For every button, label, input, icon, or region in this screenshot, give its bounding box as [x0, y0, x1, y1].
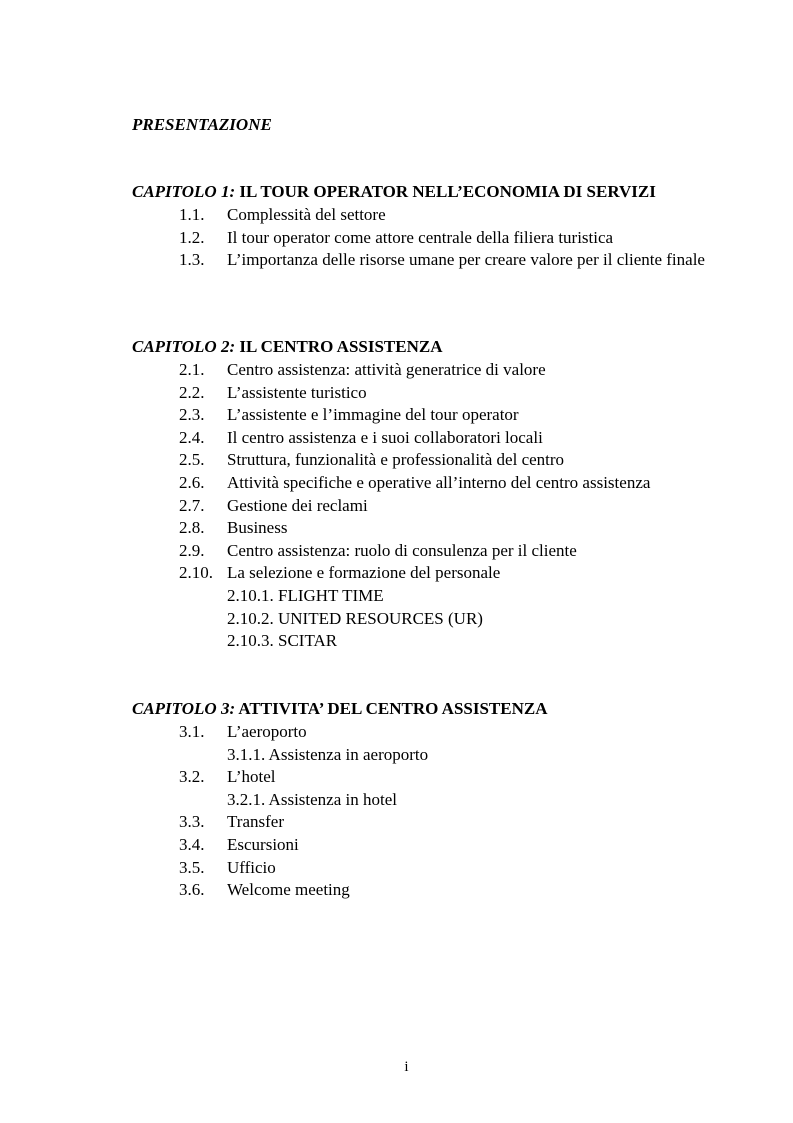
- chapter-2-title-line: [132, 337, 732, 357]
- toc-entry-3-1: [132, 721, 732, 744]
- section-title: L’assistente turistico: [227, 382, 367, 402]
- section-number: 3.5.: [179, 857, 205, 877]
- section-number: 2.3.: [179, 405, 205, 425]
- page-number: i: [404, 1059, 409, 1075]
- toc-entry-2-8: [132, 517, 732, 540]
- section-title: L’importanza delle risorse umane per creare valore per il cliente finale: [227, 250, 705, 270]
- section-number: 2.2.: [179, 382, 205, 402]
- chapter-3-title-line: [132, 699, 732, 719]
- chapter-1-title-line: [132, 182, 732, 202]
- toc-subentry-3-2-1: 3.2.1. Assistenza in hotel: [227, 789, 397, 809]
- section-title: L’assistente e l’immagine del tour operator: [227, 405, 519, 425]
- toc-entry-3-2: [132, 766, 732, 789]
- section-title: Complessità del settore: [227, 205, 386, 224]
- toc-entry-2-4: [132, 427, 732, 450]
- section-title: Struttura, funzionalità e professionalità del centro: [227, 450, 565, 470]
- section-title: L’aeroporto: [227, 722, 307, 741]
- section-number: 3.3.: [179, 812, 205, 832]
- section-title: Welcome meeting: [227, 880, 350, 900]
- toc-entry-1-2: [132, 227, 732, 250]
- section-number: 3.4.: [179, 834, 205, 854]
- toc-entry-1-3: [132, 249, 732, 272]
- section-number: 3.6.: [179, 880, 205, 900]
- toc-entry-2-6: [132, 472, 732, 495]
- toc-subentry-2-10-1: 2.10.1. FLIGHT TIME: [227, 585, 384, 605]
- section-number: 1.3.: [179, 250, 205, 270]
- chapter-1: [132, 182, 732, 272]
- toc-subentry-2-10-3: 2.10.3. SCITAR: [227, 631, 338, 651]
- section-number: 2.8.: [179, 518, 205, 538]
- toc-entry-2-10: [132, 562, 732, 585]
- section-number: 2.9.: [179, 540, 205, 560]
- section-title: Il tour operator come attore centrale della filiera turistica: [227, 227, 614, 247]
- section-number: 2.10.: [179, 563, 213, 583]
- section-title: Centro assistenza: attività generatrice di valore: [227, 360, 546, 379]
- toc-entry-2-3: [132, 404, 732, 427]
- section-title: Business: [227, 518, 288, 538]
- section-title: Attività specifiche e operative all’interno del centro assistenza: [227, 472, 651, 492]
- chapter-3-title: ATTIVITA’ DEL CENTRO ASSISTENZA: [238, 699, 548, 718]
- section-number: 2.5.: [179, 450, 205, 470]
- section-number: 3.2.: [179, 767, 205, 787]
- section-title: Transfer: [227, 812, 284, 832]
- presentation-heading: PRESENTAZIONE: [132, 115, 272, 134]
- section-title: Il centro assistenza e i suoi collaboratori locali: [227, 427, 543, 447]
- toc-entry-3-3: [132, 811, 732, 834]
- toc-entry-2-5: [132, 449, 732, 472]
- toc-entry-1-1: [132, 204, 732, 227]
- section-number: 2.7.: [179, 495, 205, 515]
- chapter-2: [132, 337, 732, 653]
- section-title: Ufficio: [227, 857, 276, 877]
- section-title: La selezione e formazione del personale: [227, 563, 501, 583]
- chapter-3: [132, 699, 732, 902]
- toc-entry-3-6: [132, 879, 732, 902]
- section-number: 2.4.: [179, 427, 205, 447]
- chapter-3-prefix: CAPITOLO 3:: [132, 699, 236, 718]
- toc-subentry-3-1-1: 3.1.1. Assistenza in aeroporto: [227, 744, 429, 764]
- chapter-2-prefix: CAPITOLO 2:: [132, 337, 236, 356]
- section-number: 3.1.: [179, 722, 205, 741]
- toc-entry-2-1: [132, 359, 732, 382]
- chapter-1-prefix: CAPITOLO 1:: [132, 182, 236, 201]
- toc-entry-2-9: [132, 540, 732, 563]
- section-number: 1.1.: [179, 205, 205, 224]
- section-number: 2.1.: [179, 360, 205, 379]
- toc-entry-2-2: [132, 382, 732, 405]
- toc-entry-2-7: [132, 495, 732, 518]
- toc-entry-3-5: [132, 857, 732, 880]
- section-title: Escursioni: [227, 834, 299, 854]
- toc-subentry-2-10-2: 2.10.2. UNITED RESOURCES (UR): [227, 608, 483, 628]
- section-number: 1.2.: [179, 227, 205, 247]
- section-title: Gestione dei reclami: [227, 495, 368, 515]
- section-title: L’hotel: [227, 767, 276, 787]
- section-number: 2.6.: [179, 472, 205, 492]
- chapter-1-title: IL TOUR OPERATOR NELL’ECONOMIA DI SERVIZI: [239, 182, 656, 201]
- toc-entry-3-4: [132, 834, 732, 857]
- section-title: Centro assistenza: ruolo di consulenza per il cliente: [227, 540, 577, 560]
- chapter-2-title: IL CENTRO ASSISTENZA: [239, 337, 443, 356]
